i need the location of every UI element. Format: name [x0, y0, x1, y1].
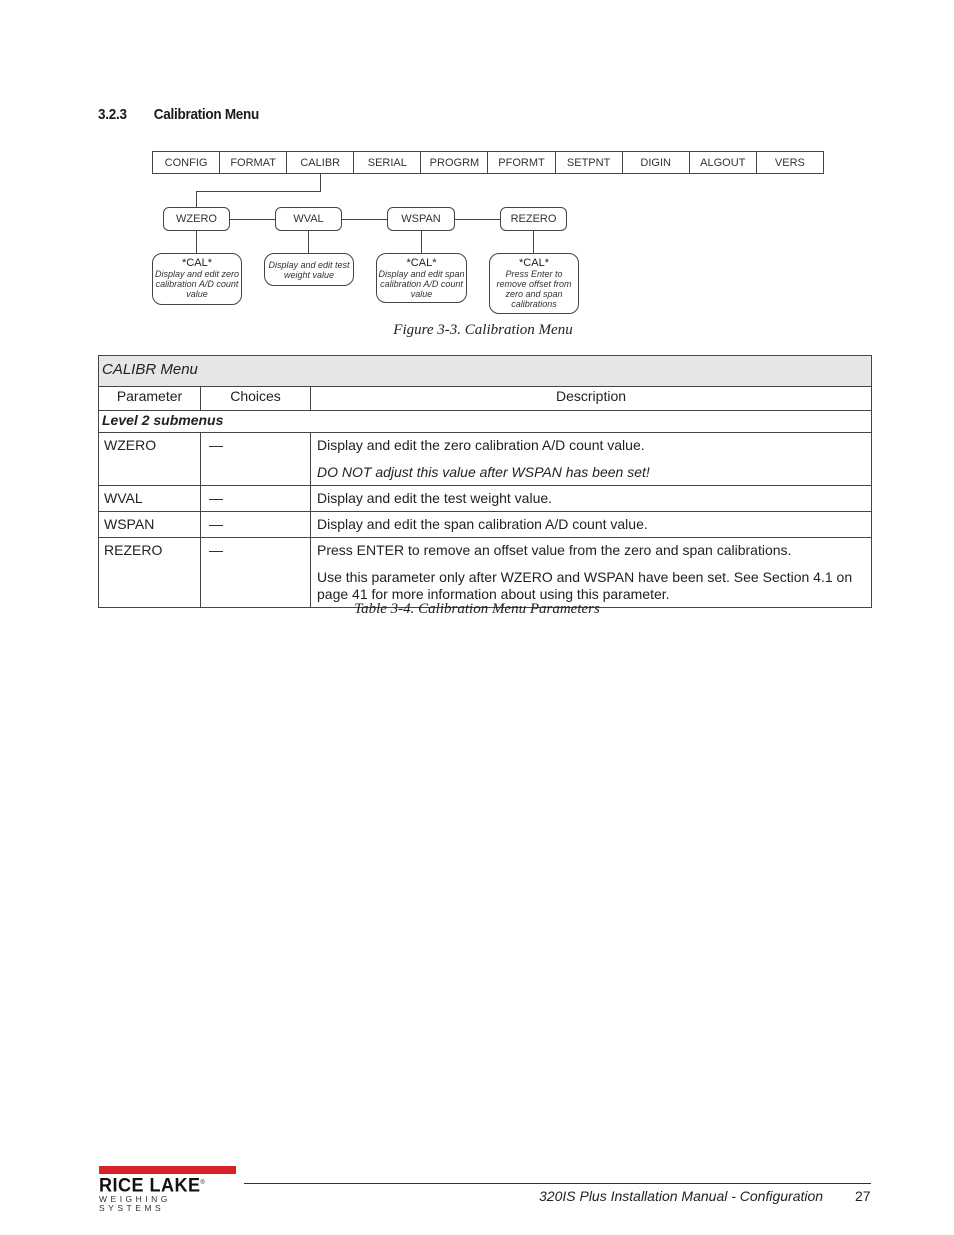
section-title: Calibration Menu — [153, 106, 259, 123]
section-heading — [98, 106, 259, 123]
description-text: Display and edit the test weight value. — [317, 490, 553, 506]
top-menu-bar — [152, 151, 824, 174]
footer-rule — [244, 1183, 871, 1184]
cell-description — [311, 512, 872, 538]
figure-caption: Figure 3-3. Calibration Menu — [393, 322, 573, 338]
menu-item-config: CONFIG — [153, 152, 220, 173]
rice-lake-logo — [99, 1166, 236, 1213]
cell-parameter: WVAL — [99, 486, 201, 512]
leaf-description: Display and edit test weight value — [268, 260, 350, 280]
leaf-wval — [264, 253, 354, 286]
description-note: Use this parameter only after WZERO and WSPAN have been set. See Section 4.1 on page 41 for more information about using this parameter. — [317, 569, 853, 602]
header-description: Description — [311, 387, 872, 411]
table-menu-title: CALIBR Menu — [99, 356, 872, 387]
cell-parameter: REZERO — [99, 538, 201, 608]
menu-item-digin: DIGIN — [623, 152, 690, 173]
leaf-description: Display and edit zero calibration A/D count value — [154, 269, 240, 299]
submenu-rezero: REZERO — [500, 207, 567, 231]
cell-choices: — — [201, 538, 311, 608]
description-text: Display and edit the span calibration A/D count value. — [317, 516, 648, 532]
leaf-wspan — [376, 253, 467, 303]
leaf-rezero — [489, 253, 579, 314]
cell-parameter: WZERO — [99, 433, 201, 486]
menu-item-algout: ALGOUT — [690, 152, 757, 173]
cell-description — [311, 486, 872, 512]
logo-name: RICE LAKE® — [99, 1175, 206, 1197]
table-header-row — [99, 387, 872, 411]
footer-manual-title: 320IS Plus Installation Manual - Configuration — [539, 1188, 824, 1204]
cell-choices: — — [201, 486, 311, 512]
table-caption: Table 3-4. Calibration Menu Parameters — [354, 601, 600, 617]
connector-line — [342, 219, 387, 220]
cell-description — [311, 538, 872, 608]
connector-line — [421, 231, 422, 253]
leaf-wzero — [152, 253, 242, 305]
table-row — [99, 486, 872, 512]
leaf-cal-label: *CAL* — [182, 257, 212, 269]
table-section-label: Level 2 submenus — [99, 411, 872, 433]
submenu-wzero: WZERO — [163, 207, 230, 231]
table-row — [99, 538, 872, 608]
connector-line — [196, 231, 197, 253]
menu-item-progrm: PROGRM — [421, 152, 488, 173]
table-row — [99, 433, 872, 486]
logo-red-bar — [99, 1166, 236, 1174]
section-number: 3.2.3 — [98, 106, 127, 123]
logo-tagline: WEIGHING SYSTEMS — [99, 1194, 171, 1214]
menu-item-calibr: CALIBR — [287, 152, 354, 173]
menu-item-serial: SERIAL — [354, 152, 421, 173]
submenu-wspan: WSPAN — [387, 207, 455, 231]
connector-line — [455, 219, 500, 220]
cell-choices: — — [201, 512, 311, 538]
header-choices: Choices — [201, 387, 311, 411]
menu-item-setpnt: SETPNT — [556, 152, 623, 173]
cell-description — [311, 433, 872, 486]
leaf-description: Display and edit span calibration A/D count value — [378, 269, 465, 299]
connector-line — [533, 231, 534, 253]
connector-line — [308, 231, 309, 253]
menu-item-format: FORMAT — [220, 152, 287, 173]
connector-line — [196, 191, 321, 192]
cell-parameter: WSPAN — [99, 512, 201, 538]
leaf-cal-label: *CAL* — [519, 257, 549, 269]
connector-line — [196, 191, 197, 207]
menu-item-vers: VERS — [774, 156, 805, 169]
leaf-cal-label: *CAL* — [406, 257, 437, 269]
description-text: Display and edit the zero calibration A/D count value. — [317, 437, 645, 453]
calibration-parameters-table — [98, 355, 872, 608]
submenu-wval: WVAL — [275, 207, 342, 231]
connector-line — [230, 219, 275, 220]
header-parameter: Parameter — [99, 387, 201, 411]
leaf-description: Press Enter to remove offset from zero and span calibrations — [496, 269, 572, 309]
connector-line — [320, 174, 321, 191]
page-number: 27 — [855, 1188, 871, 1204]
cell-choices: — — [201, 433, 311, 486]
description-text: Press ENTER to remove an offset value from the zero and span calibrations. — [317, 542, 792, 558]
table-row — [99, 512, 872, 538]
description-note: DO NOT adjust this value after WSPAN has been set! — [317, 464, 650, 480]
menu-item-pformt: PFORMT — [488, 152, 555, 173]
